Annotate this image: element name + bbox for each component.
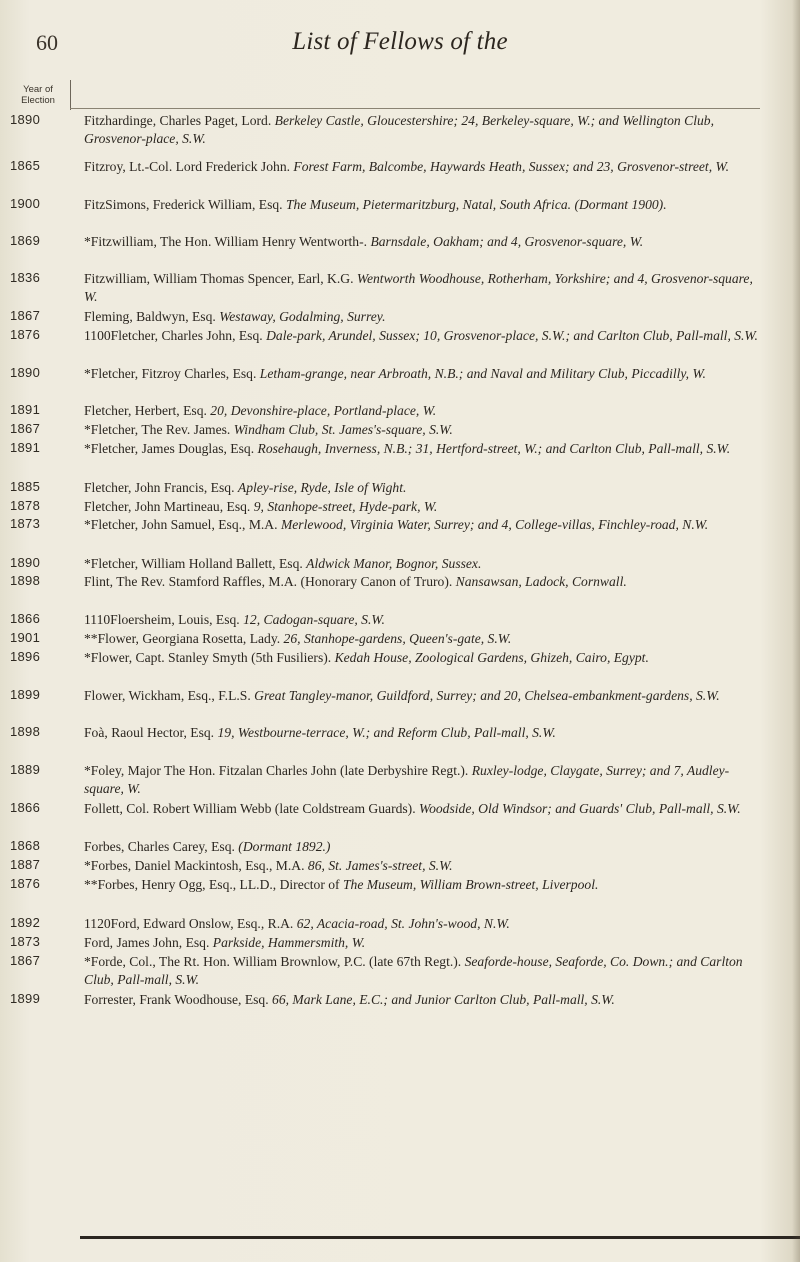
bottom-rule: [80, 1236, 800, 1239]
fellow-name: **Forbes, Henry Ogg, Esq., LL.D., Director of: [84, 877, 340, 892]
election-year: 1869: [10, 233, 41, 248]
fellow-name: 1100Fletcher, Charles John, Esq.: [84, 328, 263, 343]
fellow-name: *Flower, Capt. Stanley Smyth (5th Fusiliers).: [84, 650, 332, 665]
fellow-address: Kedah House, Zoological Gardens, Ghizeh, Cairo, Egypt.: [334, 650, 649, 665]
fellow-text: [84, 233, 764, 251]
election-year: 1898: [10, 573, 41, 588]
election-year: 1891: [10, 440, 41, 455]
fellow-text: [84, 800, 764, 818]
fellow-address: Seaforde-house, Seaforde, Co. Down.; and Carlton Club, Pall-mall, S.W.: [84, 954, 743, 987]
election-year: 1865: [10, 158, 41, 173]
fellow-address: Westaway, Godalming, Surrey.: [219, 309, 386, 324]
fellow-address: 62, Acacia-road, St. John's-wood, N.W.: [296, 916, 510, 931]
fellow-name: *Forde, Col., The Rt. Hon. William Brownlow, P.C. (late 67th Regt.).: [84, 954, 462, 969]
fellow-text: [84, 762, 764, 798]
election-year: 1887: [10, 857, 41, 872]
fellow-name: **Flower, Georgiana Rosetta, Lady.: [84, 631, 281, 646]
fellow-text: [84, 991, 764, 1009]
fellow-text: [84, 630, 764, 648]
election-year: 1896: [10, 649, 41, 664]
fellow-name: Forbes, Charles Carey, Esq.: [84, 839, 235, 854]
election-year: 1885: [10, 479, 41, 494]
fellow-address: 19, Westbourne-terrace, W.; and Reform Club, Pall-mall, S.W.: [217, 725, 556, 740]
fellow-text: [84, 573, 764, 591]
election-year: 1866: [10, 800, 41, 815]
fellow-name: *Fletcher, William Holland Ballett, Esq.: [84, 556, 303, 571]
election-year: 1891: [10, 402, 41, 417]
fellow-name: Fletcher, John Francis, Esq.: [84, 480, 235, 495]
election-year: 1876: [10, 876, 41, 891]
fellow-name: Forrester, Frank Woodhouse, Esq.: [84, 992, 269, 1007]
fellow-name: *Fitzwilliam, The Hon. William Henry Wentworth-.: [84, 234, 368, 249]
fellow-address: Wentworth Woodhouse, Rotherham, Yorkshire; and 4, Grosvenor-square, W.: [84, 271, 753, 304]
fellow-text: [84, 687, 764, 705]
election-year: 1890: [10, 112, 41, 127]
election-year: 1890: [10, 555, 41, 570]
fellow-text: [84, 915, 764, 933]
fellow-text: [84, 158, 764, 176]
fellow-address: Dale-park, Arundel, Sussex; 10, Grosvenor-place, S.W.; and Carlton Club, Pall-mall, S.W.: [266, 328, 758, 343]
election-year: 1836: [10, 270, 41, 285]
fellow-name: *Fletcher, John Samuel, Esq., M.A.: [84, 517, 278, 532]
fellow-name: Foà, Raoul Hector, Esq.: [84, 725, 215, 740]
fellow-name: *Fletcher, James Douglas, Esq.: [84, 441, 255, 456]
election-year: 1873: [10, 516, 41, 531]
fellow-address: 12, Cadogan-square, S.W.: [243, 612, 385, 627]
fellow-address: Great Tangley-manor, Guildford, Surrey; and 20, Chelsea-embankment-gardens, S.W.: [254, 688, 720, 703]
fellow-text: [84, 196, 764, 214]
fellow-text: [84, 308, 764, 326]
fellow-text: [84, 934, 764, 952]
fellow-address: Apley-rise, Ryde, Isle of Wight.: [237, 480, 407, 495]
fellow-name: Fleming, Baldwyn, Esq.: [84, 309, 216, 324]
fellow-name: Fletcher, John Martineau, Esq.: [84, 499, 251, 514]
fellow-text: [84, 440, 764, 458]
fellow-name: Flower, Wickham, Esq., F.L.S.: [84, 688, 251, 703]
election-year: 1867: [10, 421, 41, 436]
election-year: 1878: [10, 498, 41, 513]
fellow-text: [84, 724, 764, 742]
year-of-election-header: Year of Election: [21, 84, 55, 106]
header-divider-vertical: [70, 80, 71, 110]
fellow-address: Parkside, Hammersmith, W.: [212, 935, 366, 950]
fellow-name: *Fletcher, Fitzroy Charles, Esq.: [84, 366, 257, 381]
election-year: 1901: [10, 630, 41, 645]
election-year: 1867: [10, 953, 41, 968]
election-year: 1873: [10, 934, 41, 949]
fellow-text: [84, 421, 764, 439]
fellow-name: Flint, The Rev. Stamford Raffles, M.A. (Honorary Canon of Truro).: [84, 574, 453, 589]
election-year: 1867: [10, 308, 41, 323]
fellow-address: Letham-grange, near Arbroath, N.B.; and Naval and Military Club, Piccadilly, W.: [259, 366, 706, 381]
page-spine-shadow: [792, 0, 800, 1262]
fellow-name: *Forbes, Daniel Mackintosh, Esq., M.A.: [84, 858, 305, 873]
fellow-address: Merlewood, Virginia Water, Surrey; and 4, College-villas, Finchley-road, N.W.: [280, 517, 709, 532]
election-year: 1900: [10, 196, 41, 211]
page-number: 60: [36, 30, 58, 55]
election-year: 1866: [10, 611, 41, 626]
fellow-text: [84, 479, 764, 497]
fellow-text: [84, 649, 764, 667]
fellow-text: [84, 365, 764, 383]
fellow-text: [84, 327, 764, 345]
fellow-name: *Fletcher, The Rev. James.: [84, 422, 231, 437]
fellow-name: Fitzroy, Lt.-Col. Lord Frederick John.: [84, 159, 291, 174]
fellow-address: Forest Farm, Balcombe, Haywards Heath, Sussex; and 23, Grosvenor-street, W.: [293, 159, 729, 174]
fellow-name: FitzSimons, Frederick William, Esq.: [84, 197, 283, 212]
fellow-address: 86, St. James's-street, S.W.: [307, 858, 453, 873]
fellow-text: [84, 876, 764, 894]
fellow-address: 9, Stanhope-street, Hyde-park, W.: [253, 499, 438, 514]
fellow-name: Fitzwilliam, William Thomas Spencer, Earl, K.G.: [84, 271, 354, 286]
fellow-text: [84, 611, 764, 629]
running-title: List of Fellows of the: [292, 28, 508, 55]
fellow-address: Nansawsan, Ladock, Cornwall.: [455, 574, 627, 589]
fellow-address: Aldwick Manor, Bognor, Sussex.: [306, 556, 482, 571]
election-year: 1868: [10, 838, 41, 853]
fellow-address: 20, Devonshire-place, Portland-place, W.: [210, 403, 437, 418]
fellow-name: Ford, James John, Esq.: [84, 935, 210, 950]
election-year: 1898: [10, 724, 41, 739]
fellow-address: Ruxley-lodge, Claygate, Surrey; and 7, Audley-square, W.: [84, 763, 730, 796]
fellow-name: Fletcher, Herbert, Esq.: [84, 403, 207, 418]
election-year: 1889: [10, 762, 41, 777]
election-year: 1899: [10, 687, 41, 702]
fellow-name: 1120Ford, Edward Onslow, Esq., R.A.: [84, 916, 294, 931]
fellow-address: Barnsdale, Oakham; and 4, Grosvenor-square, W.: [370, 234, 644, 249]
fellow-text: [84, 857, 764, 875]
fellow-text: [84, 555, 764, 573]
fellow-text: [84, 270, 764, 306]
fellow-address: 26, Stanhope-gardens, Queen's-gate, S.W.: [283, 631, 512, 646]
fellow-name: *Foley, Major The Hon. Fitzalan Charles John (late Derbyshire Regt.).: [84, 763, 469, 778]
fellow-name: Fitzhardinge, Charles Paget, Lord.: [84, 113, 272, 128]
fellow-address: The Museum, William Brown-street, Liverpool.: [343, 877, 599, 892]
fellow-text: [84, 516, 764, 534]
fellow-address: Windham Club, St. James's-square, S.W.: [233, 422, 453, 437]
fellow-address: The Museum, Pietermaritzburg, Natal, South Africa. (Dormant 1900).: [285, 197, 667, 212]
fellow-address: 66, Mark Lane, E.C.; and Junior Carlton Club, Pall-mall, S.W.: [272, 992, 615, 1007]
fellow-text: [84, 498, 764, 516]
election-year: 1892: [10, 915, 41, 930]
header-divider-horizontal: [70, 108, 760, 109]
fellow-address: Berkeley Castle, Gloucestershire; 24, Berkeley-square, W.; and Wellington Club, Grosvenor-place, S.W.: [84, 113, 714, 146]
election-year: 1876: [10, 327, 41, 342]
fellow-address: Rosehaugh, Inverness, N.B.; 31, Hertford-street, W.; and Carlton Club, Pall-mall, S.W.: [257, 441, 731, 456]
fellow-text: [84, 402, 764, 420]
fellow-name: 1110Floersheim, Louis, Esq.: [84, 612, 240, 627]
election-year: 1899: [10, 991, 41, 1006]
fellow-address: (Dormant 1892.): [238, 839, 331, 854]
fellow-text: [84, 838, 764, 856]
fellow-name: Follett, Col. Robert William Webb (late Coldstream Guards).: [84, 801, 416, 816]
fellow-address: Woodside, Old Windsor; and Guards' Club, Pall-mall, S.W.: [419, 801, 741, 816]
election-year: 1890: [10, 365, 41, 380]
fellow-text: [84, 112, 764, 148]
fellow-text: [84, 953, 764, 989]
